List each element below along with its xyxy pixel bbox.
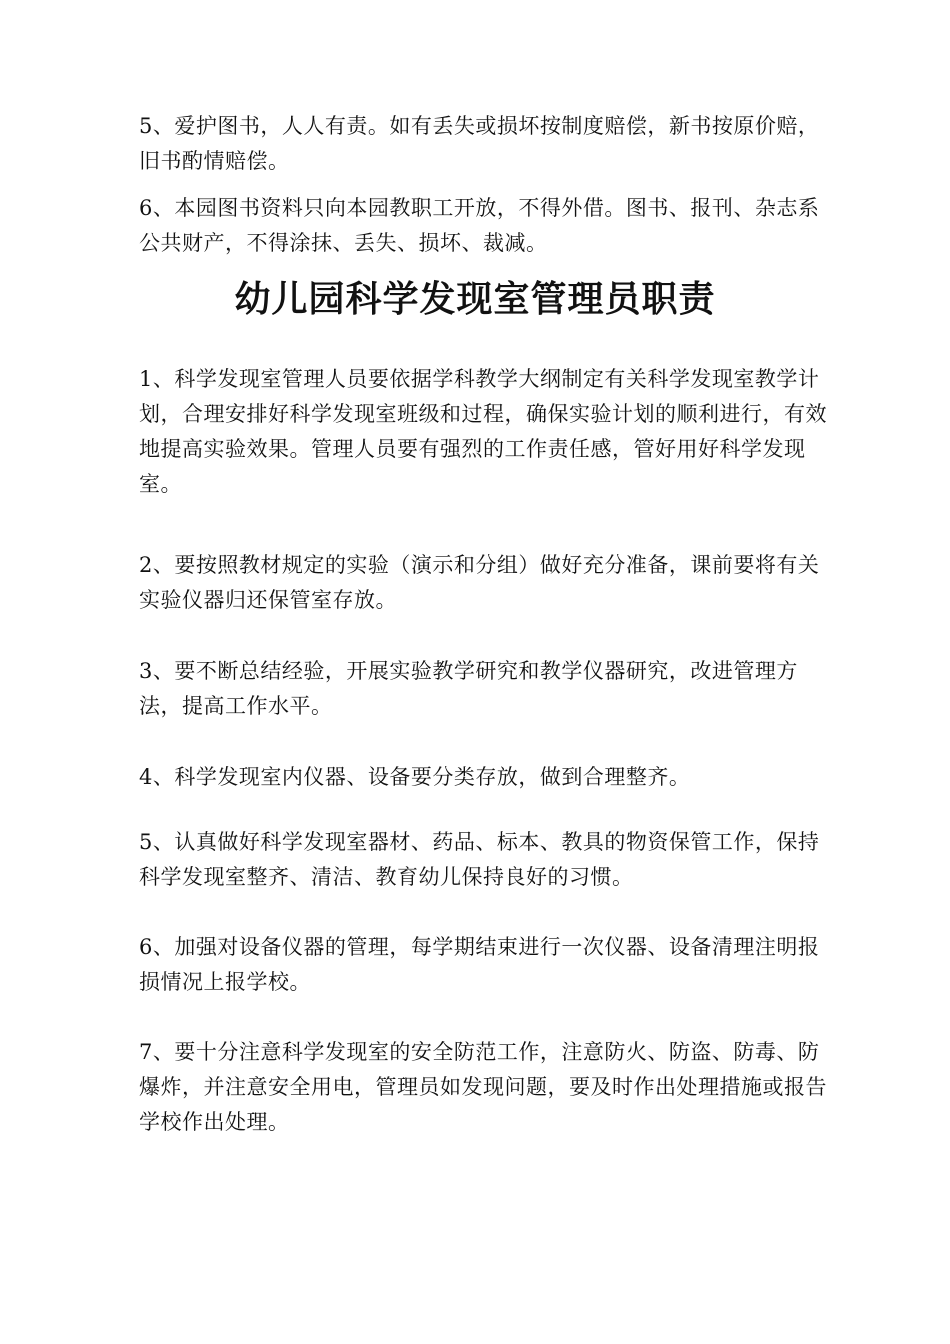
intro-item-6: 6、本园图书资料只向本园教职工开放，不得外借。图书、报刊、杂志系公共财产，不得涂抹、丢失、损坏、裁减。 [139,196,820,255]
duty-item-4: 4、科学发现室内仪器、设备要分类存放，做到合理整齐。 [139,765,691,789]
duty-item-3: 3、要不断总结经验，开展实验教学研究和教学仪器研究，改进管理方法，提高工作水平。 [139,659,798,718]
intro-item-5: 5、爱护图书，人人有责。如有丢失或损坏按制度赔偿，新书按原价赔，旧书酌情赔偿。 [139,114,820,173]
duty-item-5: 5、认真做好科学发现室器材、药品、标本、教具的物资保管工作，保持科学发现室整齐、清洁、教育幼儿保持良好的习惯。 [139,830,820,889]
duty-item-2: 2、要按照教材规定的实验（演示和分组）做好充分准备，课前要将有关实验仪器归还保管室存放。 [139,553,820,612]
page-title: 幼儿园科学发现室管理员职责 [234,279,716,320]
duty-item-6: 6、加强对设备仪器的管理，每学期结束进行一次仪器、设备清理注明报损情况上报学校。 [139,935,820,994]
duty-item-1: 1、科学发现室管理人员要依据学科教学大纲制定有关科学发现室教学计划，合理安排好科学发现室班级和过程，确保实验计划的顺利进行，有效地提高实验效果。管理人员要有强烈的工作责任感，管好用好科学发现室。 [139,367,827,496]
duty-item-7: 7、要十分注意科学发现室的安全防范工作，注意防火、防盗、防毒、防爆炸，并注意安全用电，管理员如发现问题，要及时作出处理措施或报告学校作出处理。 [139,1040,827,1134]
